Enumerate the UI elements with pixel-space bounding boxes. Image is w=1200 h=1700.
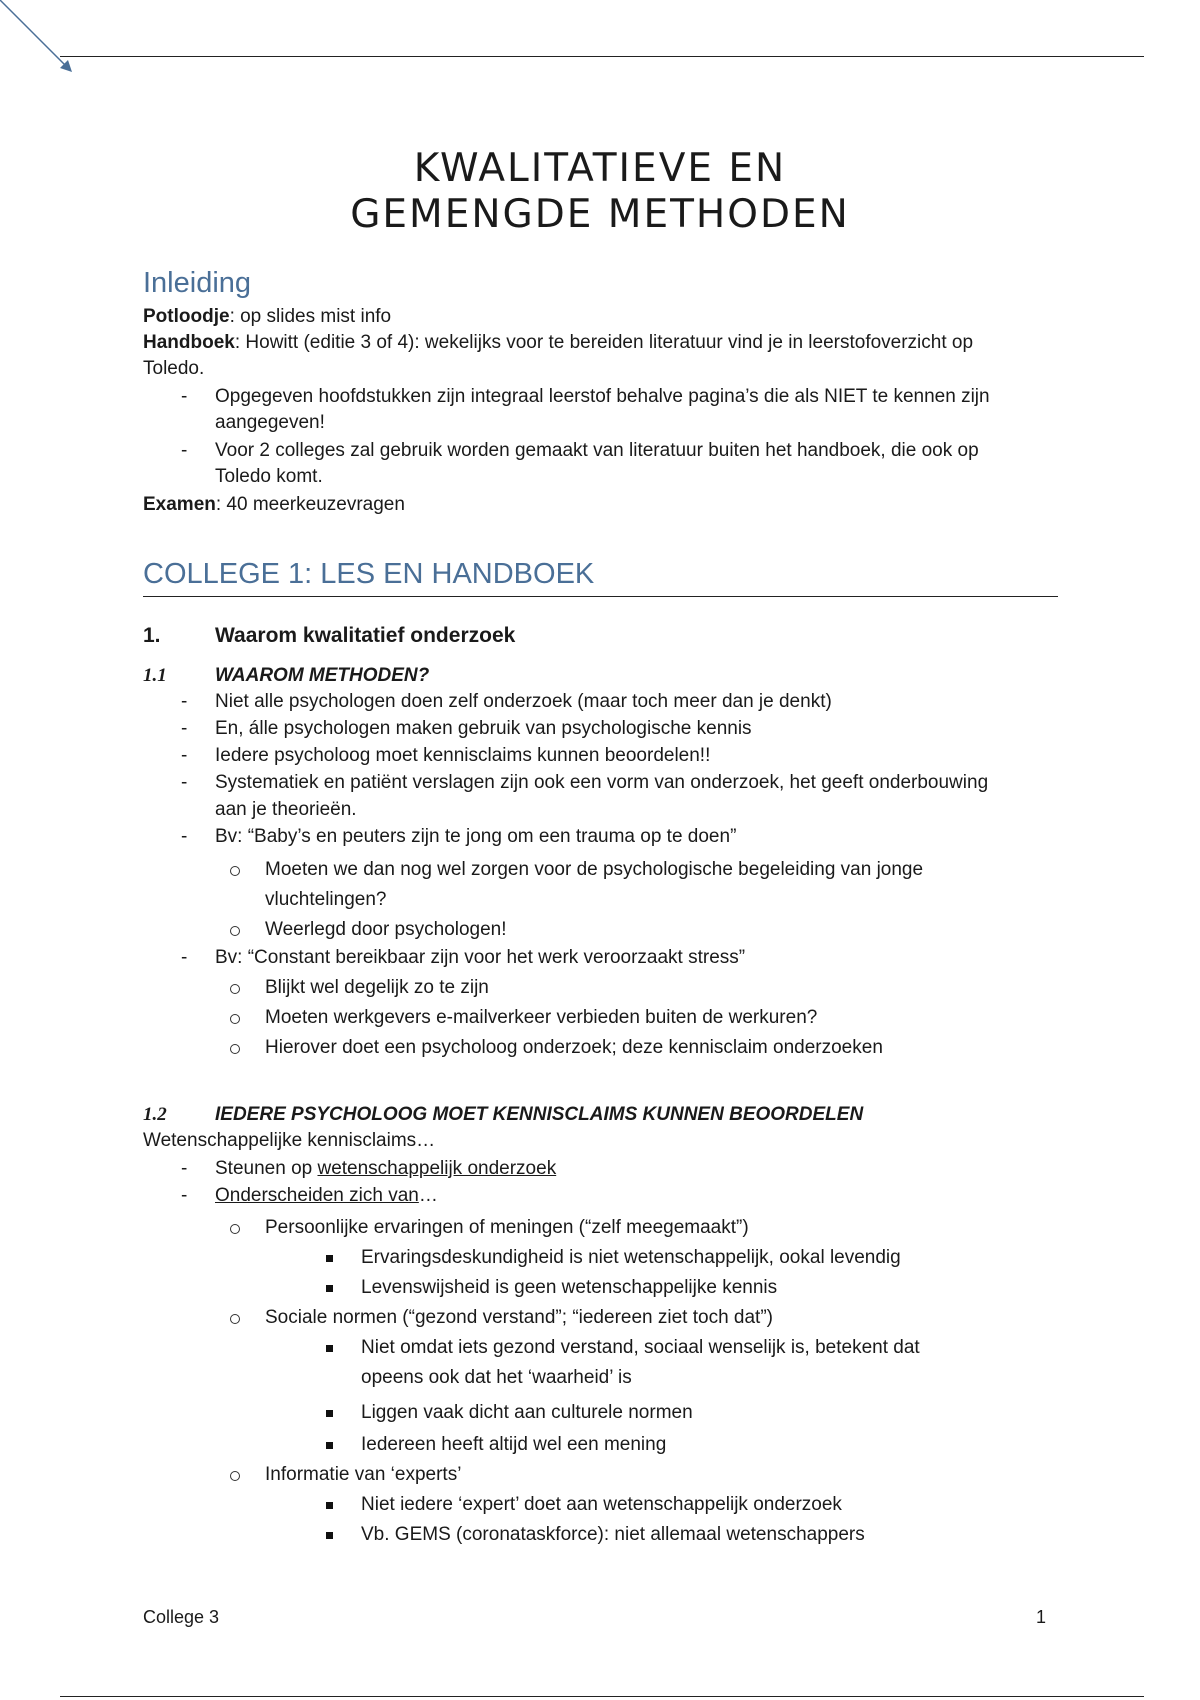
- list-subitem-continuation: vluchtelingen?: [265, 889, 387, 910]
- handboek-line: [143, 330, 973, 356]
- circle-bullet-icon: [230, 866, 240, 876]
- list-subsubitem: Niet omdat iets gezond verstand, sociaal wenselijk is, betekent dat: [361, 1337, 920, 1358]
- square-bullet-icon: [326, 1442, 333, 1449]
- list-item: [215, 1156, 556, 1182]
- square-bullet-icon: [326, 1532, 333, 1539]
- inleiding-bullet1-line2: aangegeven!: [215, 412, 325, 433]
- circle-bullet-icon: [230, 984, 240, 994]
- list-subitem: Moeten werkgevers e-mailverkeer verbieden buiten de werkuren?: [265, 1007, 818, 1028]
- steunen-prefix: Steunen op: [215, 1158, 318, 1179]
- square-bullet-icon: [326, 1255, 333, 1262]
- list-subitem: Moeten we dan nog wel zorgen voor de psychologische begeleiding van jonge: [265, 859, 924, 880]
- handboek-line-2: Toledo.: [143, 358, 205, 379]
- dash-bullet: -: [181, 440, 188, 461]
- college-heading-rule: [143, 596, 1058, 597]
- dash-bullet: -: [181, 691, 188, 712]
- dash-bullet: -: [181, 826, 188, 847]
- circle-bullet-icon: [230, 1014, 240, 1024]
- subsection-1-1-title: WAAROM METHODEN?: [215, 665, 430, 686]
- document-title-line2: GEMENGDE METHODEN: [350, 192, 850, 237]
- dash-bullet: -: [181, 745, 188, 766]
- potloodje-line: [143, 304, 391, 330]
- steunen-underlined: wetenschappelijk onderzoek: [317, 1158, 557, 1179]
- section-1-title: Waarom kwalitatief onderzoek: [215, 624, 516, 647]
- list-item: [215, 1183, 438, 1209]
- dash-bullet: -: [181, 386, 188, 407]
- square-bullet-icon: [326, 1502, 333, 1509]
- list-subitem: Persoonlijke ervaringen of meningen (“zelf meegemaakt”): [265, 1217, 749, 1238]
- square-bullet-icon: [326, 1285, 333, 1292]
- dash-bullet: -: [181, 772, 188, 793]
- circle-bullet-icon: [230, 926, 240, 936]
- list-subsubitem: Levenswijsheid is geen wetenschappelijke kennis: [361, 1277, 778, 1298]
- examen-line: [143, 492, 405, 518]
- list-subitem: Blijkt wel degelijk zo te zijn: [265, 977, 489, 998]
- subsection-1-2-title: IEDERE PSYCHOLOOG MOET KENNISCLAIMS KUNNEN BEOORDELEN: [215, 1104, 864, 1125]
- corner-arrow-icon: [0, 0, 80, 80]
- list-subitem: Hierover doet een psycholoog onderzoek; deze kennisclaim onderzoeken: [265, 1037, 883, 1058]
- list-subitem: Sociale normen (“gezond verstand”; “iedereen ziet toch dat”): [265, 1307, 773, 1328]
- list-subsubitem-continuation: opeens ook dat het ‘waarheid’ is: [361, 1367, 632, 1388]
- onderscheiden-underlined: Onderscheiden zich van: [215, 1185, 419, 1206]
- dash-bullet: -: [181, 718, 188, 739]
- dash-bullet: -: [181, 947, 188, 968]
- section-1-number: 1.: [143, 624, 161, 647]
- inleiding-bullet2-line2: Toledo komt.: [215, 466, 323, 487]
- list-subsubitem: Niet iedere ‘expert’ doet aan wetenschappelijk onderzoek: [361, 1494, 842, 1515]
- list-item: Niet alle psychologen doen zelf onderzoek (maar toch meer dan je denkt): [215, 691, 832, 712]
- handboek-text: : Howitt (editie 3 of 4): wekelijks voor te bereiden literatuur vind je in leerstofoverzicht op: [234, 332, 974, 353]
- dash-bullet: -: [181, 1158, 188, 1179]
- potloodje-label: Potloodje: [143, 306, 230, 327]
- list-subsubitem: Ervaringsdeskundigheid is niet wetenschappelijk, ookal levendig: [361, 1247, 901, 1268]
- footer-rule: [60, 1696, 1144, 1697]
- examen-label: Examen: [143, 494, 216, 515]
- list-item-continuation: aan je theorieën.: [215, 799, 357, 820]
- document-title-line1: KWALITATIEVE EN: [413, 146, 787, 191]
- list-subsubitem: Vb. GEMS (coronataskforce): niet allemaal wetenschappers: [361, 1524, 865, 1545]
- subsection-1-2-number: 1.2: [143, 1104, 167, 1125]
- subsection-1-1-number: 1.1: [143, 665, 167, 686]
- heading-inleiding: Inleiding: [143, 267, 252, 299]
- footer-label: College 3: [143, 1607, 220, 1627]
- inleiding-bullet1-line1: Opgegeven hoofdstukken zijn integraal leerstof behalve pagina’s die als NIET te kennen zijn: [215, 386, 990, 407]
- onderscheiden-ellipsis: …: [418, 1185, 438, 1206]
- sub12-intro: Wetenschappelijke kennisclaims…: [143, 1130, 436, 1151]
- list-subitem: Weerlegd door psychologen!: [265, 919, 507, 940]
- dash-bullet: -: [181, 1185, 188, 1206]
- list-item: Bv: “Constant bereikbaar zijn voor het werk veroorzaakt stress”: [215, 947, 746, 968]
- circle-bullet-icon: [230, 1471, 240, 1481]
- inleiding-bullet2-line1: Voor 2 colleges zal gebruik worden gemaakt van literatuur buiten het handboek, die ook op: [215, 440, 979, 461]
- circle-bullet-icon: [230, 1314, 240, 1324]
- circle-bullet-icon: [230, 1224, 240, 1234]
- examen-text: : 40 meerkeuzevragen: [215, 494, 405, 515]
- heading-college-1: COLLEGE 1: LES EN HANDBOEK: [143, 558, 595, 590]
- list-item: Bv: “Baby’s en peuters zijn te jong om een trauma op te doen”: [215, 826, 737, 847]
- header-rule: [60, 56, 1144, 57]
- list-item: Systematiek en patiënt verslagen zijn ook een vorm van onderzoek, het geeft onderbouwing: [215, 772, 989, 793]
- list-item: En, álle psychologen maken gebruik van psychologische kennis: [215, 718, 752, 739]
- circle-bullet-icon: [230, 1044, 240, 1054]
- list-subitem: Informatie van ‘experts’: [265, 1464, 462, 1485]
- list-item: Iedere psycholoog moet kennisclaims kunnen beoordelen!!: [215, 745, 711, 766]
- square-bullet-icon: [326, 1345, 333, 1352]
- square-bullet-icon: [326, 1410, 333, 1417]
- page-number: 1: [1036, 1607, 1047, 1627]
- potloodje-text: : op slides mist info: [229, 306, 392, 327]
- list-subsubitem: Liggen vaak dicht aan culturele normen: [361, 1402, 693, 1423]
- list-subsubitem: Iedereen heeft altijd wel een mening: [361, 1434, 667, 1455]
- handboek-label: Handboek: [143, 332, 235, 353]
